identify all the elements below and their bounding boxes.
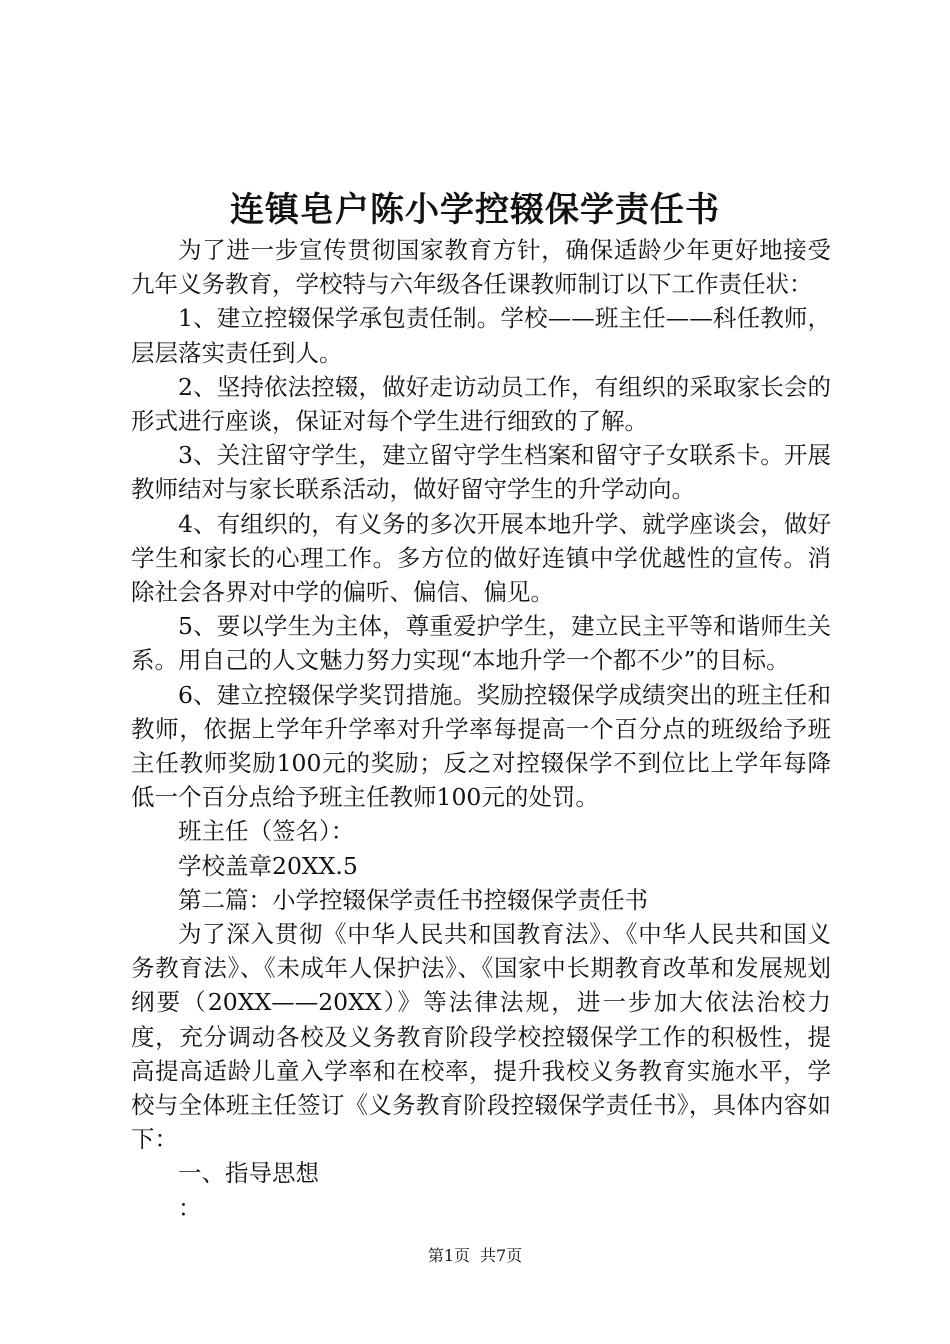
clause-5-paragraph: 5、要以学生为主体，尊重爱护学生，建立民主平等和谐师生关系。用自己的人文魅力努力实现“本地升学一个都不少”的目标。: [131, 612, 831, 675]
intro-paragraph: 为了进一步宣传贯彻国家教育方针，确保适龄少年更好地接受九年义务教育，学校特与六年级各任课教师制订以下工作责任状：: [131, 236, 831, 299]
clause-6-paragraph: 6、建立控辍保学奖罚措施。奖励控辍保学成绩突出的班主任和教师，依据上学年升学率对升学率每提高一个百分点的班级给予班主任教师奖励100元的奖励；反之对控辍保学不到位比上学年每降低一个百分点给予班主任教师100元的处罚。: [131, 680, 831, 812]
section-heading-guiding-thought: 一、指导思想: [178, 1159, 319, 1188]
clause-1-paragraph: 1、建立控辍保学承包责任制。学校——班主任——科任教师，层层落实责任到人。: [131, 304, 831, 367]
clause-4-paragraph: 4、有组织的，有义务的多次开展本地升学、就学座谈会，做好学生和家长的心理工作。多方位的做好连镇中学优越性的宣传。消除社会各界对中学的偏听、偏信、偏见。: [131, 509, 831, 607]
trailing-colon-line: ：: [178, 1193, 202, 1222]
signature-line: 班主任（签名）：: [178, 817, 355, 846]
clause-3-paragraph: 3、关注留守学生，建立留守学生档案和留守子女联系卡。开展教师结对与家长联系活动，做好留守学生的升学动向。: [131, 441, 831, 504]
clause-2-paragraph: 2、坚持依法控辍，做好走访动员工作，有组织的采取家长会的形式进行座谈，保证对每个学生进行细致的了解。: [131, 372, 831, 436]
page-total-label: 共7页: [480, 1246, 523, 1265]
page-number-label: 第1页: [427, 1246, 470, 1265]
document-body: [131, 233, 831, 1225]
document-title: 连镇皂户陈小学控辍保学责任书: [230, 190, 720, 230]
page-footer: [0, 1245, 950, 1267]
second-part-heading: 第二篇：小学控辍保学责任书控辍保学责任书: [178, 885, 648, 914]
school-seal-line: 学校盖章20XX.5: [178, 851, 358, 880]
second-part-intro-paragraph: 为了深入贯彻《中华人民共和国教育法》、《中华人民共和国义务教育法》、《未成年人保护法》、《国家中长期教育改革和发展规划纲要（20XX——20XX）》等法律法规，进一步加大依法治校力度，充分调动各校及义务教育阶段学校控辍保学工作的积极性，提高提高适龄儿童入学率和在校率，提升我校义务教育实施水平，学校与全体班主任签订《义务教育阶段控辍保学责任书》，具体内容如下：: [131, 920, 831, 1154]
